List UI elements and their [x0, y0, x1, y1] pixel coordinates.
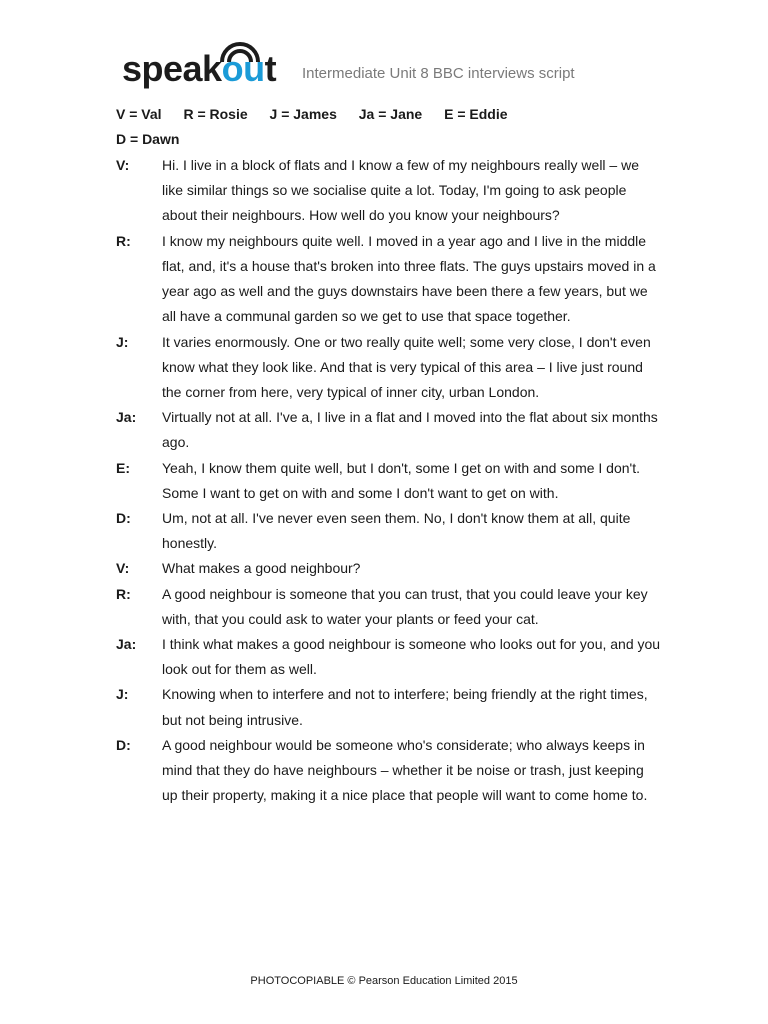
page-header — [122, 42, 682, 92]
speaker-label: D: — [116, 510, 131, 527]
speaker-text: A good neighbour is someone that you can trust, that you could leave your key with, that you could ask to water your plants or feed your cat. — [162, 585, 648, 627]
speaker-text: I think what makes a good neighbour is someone who looks out for you, and you look out for them as well. — [162, 636, 661, 678]
speaker-text: What makes a good neighbour? — [162, 560, 361, 577]
copyright-footer: PHOTOCOPIABLE © Pearson Education Limited 2015 — [250, 975, 518, 987]
key-item: D = Dawn — [116, 131, 180, 147]
script-entry — [116, 682, 661, 732]
speaker-label: R: — [116, 585, 131, 602]
speaker-text: Virtually not at all. I've a, I live in a flat and I moved into the flat about six months ago. — [162, 409, 658, 451]
speaker-label: Ja: — [116, 636, 137, 653]
script-entry — [116, 556, 661, 581]
speaker-label: V: — [116, 157, 130, 173]
script-entry — [116, 330, 661, 406]
script-entry — [116, 582, 661, 632]
speaker-label: R: — [116, 232, 131, 249]
speaker-label: E: — [116, 459, 130, 476]
speaker-label: J: — [116, 686, 129, 703]
speaker-text: Yeah, I know them quite well, but I don't, some I get on with and some I don't. Some I want to get on with and some I don't want to get on with. — [162, 459, 640, 501]
script-entry — [116, 733, 661, 809]
speaker-key-line-2 — [116, 131, 197, 147]
interview-script — [116, 153, 661, 808]
logo-wordmark: speakout — [122, 48, 277, 89]
script-entry — [116, 456, 661, 506]
speaker-label: J: — [116, 333, 129, 350]
key-item: R = Rosie — [183, 106, 248, 122]
key-item: V = Val — [116, 106, 162, 122]
speakout-logo — [122, 42, 297, 92]
speaker-label: Ja: — [116, 409, 137, 426]
key-item: E = Eddie — [444, 106, 508, 122]
speaker-label: D: — [116, 736, 131, 753]
script-entry — [116, 405, 661, 455]
script-entry — [116, 632, 661, 682]
key-item: J = James — [269, 106, 337, 122]
speaker-text: Knowing when to interfere and not to interfere; being friendly at the right times, but not being intrusive. — [162, 686, 648, 728]
script-entry — [116, 506, 661, 556]
speaker-text: I know my neighbours quite well. I moved in a year ago and I live in the middle flat, and, it's a house that's broken into three flats. The guys upstairs moved in a year ago as well and the guys downstairs have been there a few years, but we all have a communal garden so we get to use that space together. — [162, 232, 656, 325]
speaker-text: Hi. I live in a block of flats and I know a few of my neighbours really well – we like similar things so we socialise quite a lot. Today, I'm going to ask people about their neighbours. How well do you know your neighbours? — [162, 157, 639, 224]
script-entry — [116, 229, 661, 330]
speaker-text: Um, not at all. I've never even seen them. No, I don't know them at all, quite honestly. — [162, 510, 631, 552]
script-entry — [116, 153, 661, 229]
speaker-key-line-1 — [116, 106, 526, 122]
key-item: Ja = Jane — [358, 106, 423, 122]
speaker-label: V: — [116, 560, 130, 577]
speaker-text: A good neighbour would be someone who's considerate; who always keeps in mind that they do have neighbours – whether it be noise or trash, just keeping up their property, making it a nice place that people will want to come home to. — [162, 736, 648, 804]
document-subtitle: Intermediate Unit 8 BBC interviews script — [302, 65, 575, 82]
speaker-text: It varies enormously. One or two really quite well; some very close, I don't even know what they look like. And that is very typical of this area – I live just round the corner from here, very typical of inner city, urban London. — [162, 333, 651, 401]
